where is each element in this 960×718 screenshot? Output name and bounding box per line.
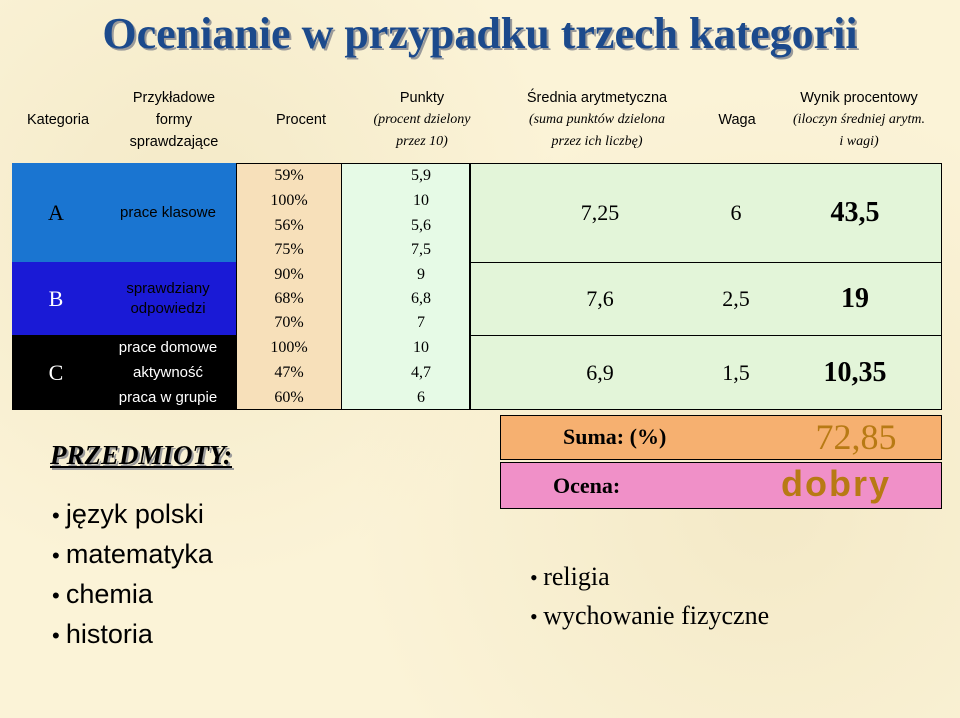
pts-c-1: 4,7 [411, 364, 431, 381]
page-title: Ocenianie w przypadku trzech kategorii [102, 9, 858, 58]
form-b-0: sprawdziany [126, 279, 210, 297]
pct-a-0: 59% [274, 167, 304, 184]
weight-b: 2,5 [722, 285, 750, 311]
table-header [12, 87, 942, 163]
percents-list [236, 163, 342, 410]
header-procent-label: Procent [276, 112, 326, 128]
header-srednia-l2: (suma punktów dzielona [528, 112, 666, 127]
pts-b-1: 6,8 [411, 290, 431, 307]
pct-b-1: 68% [274, 290, 304, 307]
points-list [356, 163, 486, 410]
other-subject-item: • religia [530, 558, 769, 597]
category-b-letter: B [48, 285, 64, 311]
average-b: 7,6 [586, 285, 614, 311]
form-c-0: prace domowe [118, 339, 218, 356]
subject-item: • historia [52, 615, 213, 655]
pts-a-0: 5,9 [411, 167, 431, 184]
header-formy-l3: sprawdzające [129, 134, 219, 150]
average-c: 6,9 [586, 359, 614, 385]
category-a-letter: A [48, 199, 64, 225]
header-wynik [764, 87, 954, 153]
header-punkty-l3: przez 10) [396, 134, 448, 149]
header-punkty [352, 87, 492, 153]
subjects-heading: PRZEDMIOTY: [50, 440, 233, 470]
category-c-letter: C [48, 359, 64, 385]
result-a: 43,5 [830, 196, 880, 228]
header-srednia-l3: przez ich liczbę) [551, 134, 643, 149]
header-punkty-l2: (procent dzielony [373, 112, 471, 127]
other-subject-item: • wychowanie fizyczne [530, 597, 769, 636]
forms-cell-c [100, 335, 236, 410]
pts-c-0: 10 [413, 339, 429, 356]
weight-a: 6 [730, 199, 742, 225]
ocena-box [500, 462, 942, 509]
suma-box [500, 415, 942, 460]
other-subjects-list [530, 558, 769, 636]
form-c-2: praca w grupie [118, 389, 218, 406]
header-punkty-l1: Punkty [399, 90, 445, 106]
forms-cell-b [100, 262, 236, 335]
category-a-cell [12, 163, 100, 262]
pts-a-2: 5,6 [411, 217, 431, 234]
header-formy [102, 87, 246, 153]
pts-a-3: 7,5 [411, 241, 431, 258]
category-b-cell [12, 262, 100, 335]
forms-cell-a [100, 163, 236, 262]
subject-item: • chemia [52, 575, 213, 615]
header-srednia [482, 87, 712, 153]
pct-a-1: 100% [270, 192, 308, 209]
header-kategoria [12, 109, 104, 131]
header-wynik-l2: (iloczyn średniej arytm. [792, 112, 926, 127]
suma-value: 72,85 [815, 417, 897, 457]
ocena-value: dobry [780, 463, 891, 504]
pct-b-0: 90% [274, 266, 304, 283]
pts-c-2: 6 [417, 389, 425, 406]
pts-b-2: 7 [417, 314, 425, 331]
result-c: 10,35 [823, 356, 887, 388]
form-a-0: prace klasowe [120, 203, 216, 221]
pct-a-2: 56% [274, 217, 304, 234]
form-c-1: aktywność [132, 364, 204, 381]
form-b-1: odpowiedzi [130, 299, 206, 317]
pts-a-1: 10 [413, 192, 429, 209]
subject-item: • język polski [52, 495, 213, 535]
header-waga [702, 109, 772, 131]
pct-c-0: 100% [270, 339, 308, 356]
header-kategoria-label: Kategoria [26, 112, 90, 128]
average-a: 7,25 [580, 199, 620, 225]
ocena-label: Ocena: [553, 473, 621, 498]
header-formy-l1: Przykładowe [132, 90, 216, 106]
header-srednia-l1: Średnia arytmetyczna [526, 90, 668, 106]
pct-c-1: 47% [274, 364, 304, 381]
header-formy-l2: formy [155, 112, 193, 128]
header-procent [248, 109, 354, 131]
subject-item: • matematyka [52, 535, 213, 575]
pts-b-0: 9 [417, 266, 425, 283]
header-waga-label: Waga [718, 112, 756, 128]
pct-c-2: 60% [274, 389, 304, 406]
header-wynik-l3: i wagi) [839, 134, 879, 149]
category-c-cell [12, 335, 100, 410]
subjects-list [52, 495, 213, 655]
suma-label: Suma: (%) [563, 424, 667, 449]
header-wynik-l1: Wynik procentowy [800, 90, 918, 106]
pct-a-3: 75% [274, 241, 304, 258]
result-b: 19 [841, 282, 869, 314]
pct-b-2: 70% [274, 314, 304, 331]
weight-c: 1,5 [722, 359, 750, 385]
